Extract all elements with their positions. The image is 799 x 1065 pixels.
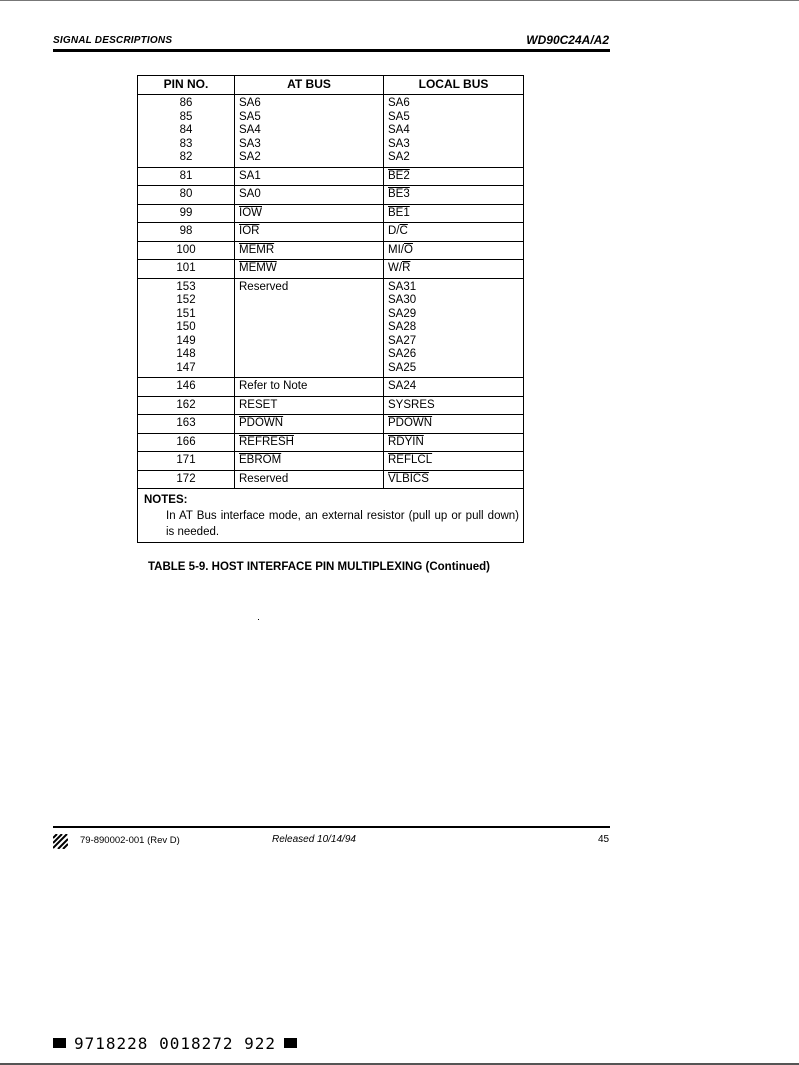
local-signal: D/ [388,225,400,237]
pin-number: 163 [176,417,196,429]
pin-number: 149 [176,334,196,347]
local-bus-cell [384,470,524,489]
company-logo-icon [53,834,68,849]
table-row [138,396,524,415]
local-bus-cell [384,223,524,242]
at-signal-active-low: REFRESH [239,435,294,448]
local-signal: SA29 [388,307,417,320]
table-row [138,278,524,378]
at-signal: SA0 [239,188,261,200]
pin-number: 83 [179,137,193,150]
local-signal: SA3 [388,137,410,150]
at-bus-cell [235,241,384,260]
at-bus-cell [235,415,384,434]
pin-number: 100 [176,243,196,256]
local-bus-cell [384,452,524,471]
local-signal-active-low: $\overline{C}$ [399,225,408,237]
local-signal: MI/ [388,243,404,256]
pin-number: 153 [176,280,196,293]
local-bus-cell [384,260,524,279]
at-signal-active-low: $\overline{IOW}$ [239,206,262,219]
column-header-pin-no: PIN NO. [138,76,235,95]
table-row [138,186,524,205]
pin-number: 172 [176,472,196,485]
local-signal: SA4 [388,124,410,136]
pin-number: 98 [179,225,193,237]
pin-number: 151 [176,307,196,320]
barcode-mark-right [284,1038,297,1048]
at-signal: Reserved [239,472,289,485]
at-signal-active-low: MEMW [239,262,277,274]
table-row [138,204,524,223]
pin-multiplexing-table [137,75,524,543]
local-signal-active-low: BE2 [388,169,410,182]
pin-cell [138,433,235,452]
pin-number: 84 [179,124,193,136]
local-signal-active-low: BE3 [388,188,410,200]
local-signal: SA6 [388,97,410,109]
at-bus-cell [235,278,384,378]
at-bus-cell [235,433,384,452]
at-bus-cell [235,378,384,397]
pin-number: 147 [176,361,196,374]
pin-cell [138,204,235,223]
notes-row [138,489,524,543]
local-signal-active-low: $\overline{O}$ [403,243,413,256]
pin-number: 146 [176,380,196,392]
local-bus-cell [384,167,524,186]
at-signal: SA5 [239,110,261,123]
local-signal-active-low: VLBICS [388,472,429,485]
pin-cell [138,186,235,205]
local-bus-cell [384,415,524,434]
pin-number: 148 [176,348,196,360]
table-row [138,223,524,242]
at-signal: SA2 [239,151,261,163]
local-signal: SA2 [388,151,410,163]
at-signal: Refer to Note [239,380,308,392]
local-signal: SA30 [388,294,417,306]
local-bus-cell [384,95,524,168]
local-bus-cell [384,278,524,378]
local-signal: SYSRES [388,398,435,411]
at-bus-cell [235,223,384,242]
at-signal-active-low: MEMR [239,243,275,256]
local-signal: SA27 [388,334,417,347]
pin-number: 81 [179,169,193,182]
local-signal-active-low: REFLCL [388,454,433,466]
local-signal-active-low: PDOWN [388,417,433,429]
table-row [138,378,524,397]
pin-number: 99 [179,206,193,219]
local-signal: SA5 [388,110,410,123]
local-signal: SA24 [388,380,417,392]
column-header-local-bus: LOCAL BUS [384,76,524,95]
part-number-header: WD90C24A/A2 [526,33,609,47]
local-signal: SA26 [388,348,417,360]
local-signal-active-low: BE1 [388,206,410,219]
at-signal: SA6 [239,97,261,109]
local-signal: W/ [388,262,403,274]
local-signal: SA25 [388,361,417,374]
table-header-row [138,76,524,95]
at-signal: SA1 [239,169,261,182]
pin-cell [138,396,235,415]
footer-rule [53,826,610,828]
at-signal: Reserved [239,280,289,293]
pin-cell [138,452,235,471]
table-row [138,167,524,186]
table-row [138,433,524,452]
at-bus-cell [235,470,384,489]
at-signal: SA4 [239,124,261,136]
pin-number: 166 [176,435,196,448]
pin-number: 171 [176,454,196,466]
pin-number: 101 [176,262,196,274]
table-row [138,260,524,279]
pin-cell [138,470,235,489]
pin-cell [138,378,235,397]
pin-number: 85 [179,110,193,123]
at-signal-active-low: PDOWN [239,417,284,429]
local-bus-cell [384,378,524,397]
at-signal-active-low: $\overline{IOR}$ [239,225,260,237]
pin-cell [138,223,235,242]
local-bus-cell [384,204,524,223]
pin-cell [138,167,235,186]
at-signal: SA3 [239,137,261,150]
pin-number: 152 [176,294,196,306]
pin-cell [138,415,235,434]
notes-cell [138,489,524,543]
local-signal-active-low: $\overline{R}$ [402,262,411,274]
pin-cell [138,260,235,279]
notes-text: In AT Bus interface mode, an external resistor (pull up or pull down) is needed. [166,510,519,538]
barcode-strip [53,1034,297,1052]
at-bus-cell [235,95,384,168]
local-bus-cell [384,186,524,205]
at-bus-cell [235,186,384,205]
local-bus-cell [384,433,524,452]
table-row [138,415,524,434]
pin-number: 80 [179,188,193,200]
pin-cell [138,241,235,260]
section-header: SIGNAL DESCRIPTIONS [53,35,173,46]
release-date: Released 10/14/94 [272,834,356,845]
table-row [138,241,524,260]
local-signal-active-low: RDYIN [388,435,424,448]
pin-cell [138,278,235,378]
stray-dot [258,619,259,620]
at-signal-active-low: EBROM [239,454,282,466]
column-header-at-bus: AT BUS [235,76,384,95]
barcode-number: 9718228 0018272 922 [74,1033,277,1053]
at-bus-cell [235,260,384,279]
at-bus-cell [235,396,384,415]
at-bus-cell [235,452,384,471]
table-row [138,470,524,489]
pin-number: 86 [179,97,193,109]
pin-cell [138,95,235,168]
pin-number: 150 [176,321,196,333]
pin-number: 162 [176,398,196,411]
page-number: 45 [598,834,610,845]
local-bus-cell [384,241,524,260]
header-rule [53,49,610,52]
at-bus-cell [235,204,384,223]
local-signal: SA31 [388,280,417,293]
at-bus-cell [235,167,384,186]
table-row [138,452,524,471]
page-top-edge [0,0,799,1]
local-bus-cell [384,396,524,415]
document-number: 79-890002-001 (Rev D) [80,835,180,846]
local-signal: SA28 [388,321,417,333]
at-signal: RESET [239,398,278,411]
table-row [138,95,524,168]
pin-number: 82 [179,151,193,163]
barcode-mark-left [53,1038,66,1048]
table-caption: TABLE 5-9. HOST INTERFACE PIN MULTIPLEXING (Continued) [148,561,491,573]
notes-title: NOTES: [144,494,188,506]
